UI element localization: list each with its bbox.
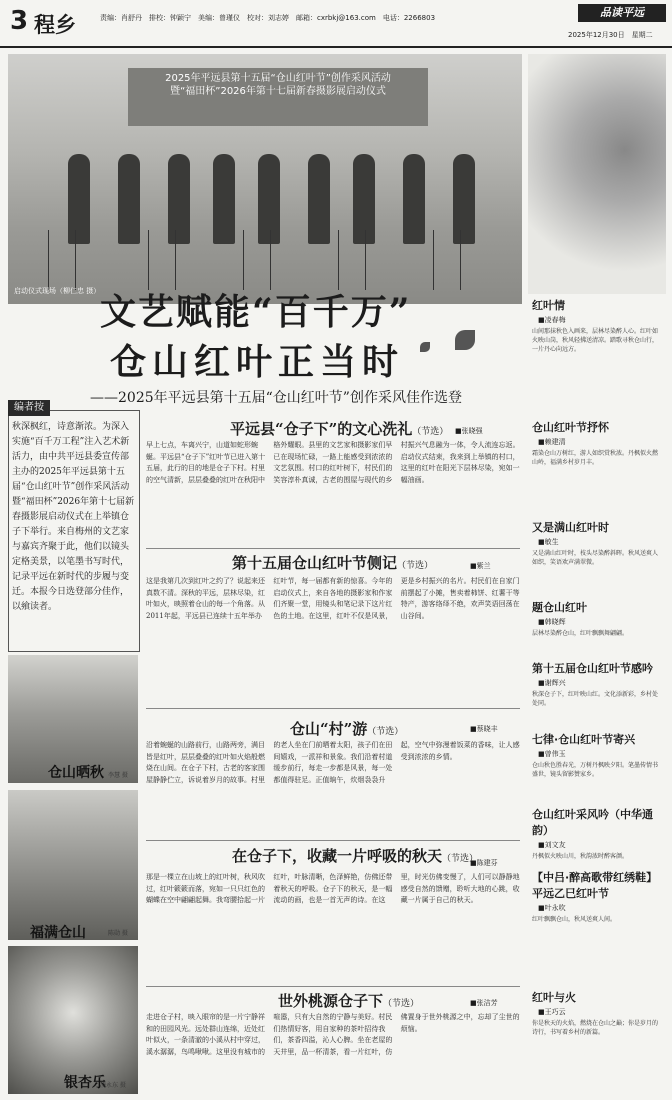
poem-author: ■王巧云 <box>538 1008 566 1016</box>
article-author: ■紫兰 <box>470 562 491 570</box>
poem-author: ■韩晓辉 <box>538 618 566 626</box>
maple-leaf-icon <box>420 342 430 352</box>
poetry-column <box>528 54 666 1098</box>
poem-author: ■刘文友 <box>538 841 566 849</box>
poem-text: 你是秋天的火焰，燃烧在仓山之巅；你是岁月的诗行，书写着乡村的新篇。 <box>532 1020 659 1036</box>
poem-block <box>528 731 666 779</box>
masthead <box>0 0 672 48</box>
tripod <box>48 230 76 290</box>
photo-credit: 凌永东 摄 <box>100 1082 126 1089</box>
poem-block <box>528 297 666 354</box>
poem-title: 七律·仓山红叶节寄兴 <box>532 733 636 746</box>
poem-text: 霜染仓山万树红，游人如织赏秋浓。丹枫似火燃山岭，福满乡村岁月丰。 <box>532 450 659 466</box>
article-title: 在仓子下，收藏一片呼吸的秋天（节选） <box>232 847 479 865</box>
poem-title: 红叶与火 <box>532 991 576 1004</box>
article-author: ■张晓强 <box>455 427 483 435</box>
poem-title: 题仓山红叶 <box>532 601 587 614</box>
divider <box>146 708 520 709</box>
poem-author: ■曾伟玉 <box>538 750 566 758</box>
main-headline-line-2: 仓山红叶正当时 <box>110 341 405 383</box>
maple-leaf-decoration <box>528 54 666 294</box>
banner-line-1: 2025年平远县第十五届“仓山红叶节”创作采风活动 <box>165 73 391 84</box>
divider <box>146 840 520 841</box>
article-body: 那是一棵立在山坡上的红叶树，秋风吹过，红叶簌簌而落，宛如一只只红色的蝴蝶在空中翩翩起舞。我弯腰拾起一片红叶，叶脉清晰，色泽鲜艳，仿佛还带着秋天的呼吸。仓子下的秋天，是一幅流动的画，也是一首无声的诗。在这里，时光仿佛变慢了，人们可以静静地感受自然的馈赠，聆听大地的心跳，收藏一片属于自己的秋天。 <box>146 873 520 904</box>
tripod <box>338 230 366 290</box>
poem-author: ■赖建清 <box>538 438 566 446</box>
photo-title: 银杏乐 <box>64 1075 106 1091</box>
photo-caption: 启动仪式现场（柳仁忠 摄） <box>14 287 101 295</box>
banner-line-2: 暨“福田杯”2026年第十七届新春摄影展启动仪式 <box>170 86 386 97</box>
poem-author: ■凌春梅 <box>538 316 566 324</box>
article-author: ■陈建芬 <box>470 859 498 867</box>
article-body: 走进仓子村，映入眼帘的是一片宁静祥和的田园风光。远处群山连绵，近处红叶似火，一条清澈的小溪从村中穿过，溪水潺潺，鸟鸣啾啾。这里没有城市的喧嚣，只有大自然的宁静与美好。村民们热情好客，用自家种的茶叶招待我们，茶香四溢，沁人心脾。坐在老屋的天井里，品一杯清茶，看一片红叶，仿佛置身于世外桃源之中，忘却了尘世的烦恼。 <box>146 1013 520 1056</box>
poem-block <box>528 419 666 467</box>
poem-text: 仓山秋色胜春光，万树丹枫映夕阳。笔墨传情书盛世，镜头留影赞家乡。 <box>532 762 659 778</box>
poem-text: 山间那抹秋色入画来，层林尽染醉人心。红叶如火映山岗，秋风轻拂送清凉。踏歌寻秋仓山行，一片丹心向远方。 <box>532 328 659 353</box>
divider <box>146 548 520 549</box>
article-title: 世外桃源仓子下（节选） <box>278 992 420 1010</box>
poem-title: 仓山红叶采风吟（中华通韵） <box>532 808 653 837</box>
maple-leaf-icon <box>455 330 475 350</box>
poem-author: ■叶永吹 <box>538 904 566 912</box>
divider <box>146 986 520 987</box>
hero-photo <box>8 54 522 304</box>
page-number: 3 <box>10 6 29 36</box>
photo-credit: 李慧 摄 <box>108 772 128 779</box>
poem-text: 丹枫似火映山川，秋韵浓时醉客颜。 <box>532 853 629 860</box>
issue-date: 2025年12月30日 星期二 <box>568 31 653 39</box>
editor-note-text: 秋深枫红，诗意渐浓。为深入实施“百千万工程”注入艺术新活力，由中共平远县委宣传部主办的2025年平远县第十五届“仓山红叶节”创作采风活动暨“福田杯”2026年第十七届新春摄影展启动仪式在上举镇仓子下举行。来自梅州的文艺家与嘉宾齐聚于此，他们以镜头定格美景，以笔墨书写时代，记录平远在新时代的步履与变迁。本报今日选登部分佳作，以飨读者。 <box>12 422 135 612</box>
editor-credits: 责编：肖舒丹 排校：钟颖宁 美编：曾瑾仪 校对：刘志婷 邮箱：cxrbkj@163.com 电话：2266803 <box>100 14 436 22</box>
tripod <box>433 230 461 290</box>
photographer <box>213 154 235 244</box>
section-title: 程乡 <box>34 13 76 37</box>
poem-block <box>528 806 666 861</box>
poem-text: 层林尽染醉仓山，红叶飘飘舞翩翩。 <box>532 630 629 637</box>
poem-text: 秋深仓子下，红叶映山红。文化添新彩，乡村处处同。 <box>532 691 659 707</box>
photo-title: 福满仓山 <box>30 925 86 941</box>
photo-credit: 陈勋 摄 <box>108 930 128 937</box>
poem-title: 第十五届仓山红叶节感吟 <box>532 662 653 675</box>
poem-block <box>528 869 666 924</box>
photographer <box>118 154 140 244</box>
event-banner <box>128 68 428 126</box>
photo-title: 仓山晒秋 <box>48 765 104 781</box>
tripod <box>148 230 176 290</box>
poem-title: 仓山红叶节抒怀 <box>532 421 609 434</box>
poem-title: 【中吕·醉高歌带红绣鞋】平远乙巳红叶节 <box>532 871 658 900</box>
article-title: 平远县“仓子下”的文心洗礼（节选） <box>230 420 449 438</box>
poem-block <box>528 599 666 638</box>
poem-title: 红叶情 <box>532 299 565 312</box>
article-author: ■蔡晓丰 <box>470 725 498 733</box>
photo-fuman-cangshan <box>8 790 138 940</box>
poem-block <box>528 660 666 708</box>
subheadline: ——2025年平远县第十五届“仓山红叶节”创作采风佳作选登 <box>90 390 462 406</box>
article-author: ■张洁芳 <box>470 999 498 1007</box>
article-body: 早上七点，车离兴宁，山道如蛇形蜿蜒。平远县“仓子下”红叶节已进入第十五届，此行的目的地是仓子下村。村里的空气清新，层层叠叠的红叶在秋阳中格外耀眼。县里的文艺家和摄影家们早已在现场忙碌，一路上能感受到浓浓的文艺氛围。村口的红叶树下，村民们的笑容淳朴真诚，古老的围屋与现代的乡村振兴气息融为一体，令人流连忘返。启动仪式结束，我来到上举镇的村口，这里的红叶在阳光下层林尽染，宛如一幅油画。 <box>146 441 520 484</box>
poem-text: 红叶飘飘仓山，秋风送爽人间。 <box>532 916 617 923</box>
brand-badge: 品读平远 <box>578 4 666 22</box>
main-headline: 文艺赋能“百千万” <box>100 291 412 333</box>
photographer <box>403 154 425 244</box>
poem-block <box>528 519 666 567</box>
tripod <box>243 230 271 290</box>
photographer <box>308 154 330 244</box>
poem-text: 又是满山红叶时，枝头尽染醉斜晖。秋风送爽人如织，笑语欢声满翠微。 <box>532 550 659 566</box>
poem-author: ■谢辉兴 <box>538 679 566 687</box>
article-title: 第十五届仓山红叶节侧记（节选） <box>232 554 434 572</box>
article-body: 这是我第几次到红叶之约了？说起来还真数不清。深秋的平远，层林尽染，红叶如火，映照着仓山的每一个角落。从2011年起，平远县已连续十五年举办红叶节，每一届都有新的惊喜。今年的启动仪式上，来自各地的摄影家和作家们齐聚一堂，用镜头和笔记录下这片红色的土地。在这里，红叶不仅是风景，更是乡村振兴的名片。村民们在自家门前摆起了小摊，售卖着柿饼、红薯干等特产，游客络绎不绝，欢声笑语回荡在山谷间。 <box>146 577 520 620</box>
article-title: 仓山“村”游（节选） <box>290 720 404 738</box>
article-body: 沿着蜿蜒的山路前行，山路两旁，满目皆是红叶，层层叠叠的红叶如火焰般燃烧在山间。在仓子下村，古老的客家围屋静静伫立，诉说着岁月的故事。村里的老人坐在门前晒着太阳，孩子们在田间嬉戏，一派祥和景象。我们沿着村道缓步前行，每走一步都是风景，每一处都值得驻足。正值晌午，炊烟袅袅升起，空气中弥漫着饭菜的香味，让人感受到浓浓的乡情。 <box>146 741 520 784</box>
poem-block <box>528 989 666 1037</box>
editor-note-label: 编者按 <box>8 400 50 416</box>
poem-title: 又是满山红叶时 <box>532 521 609 534</box>
poem-author: ■敏生 <box>538 538 559 546</box>
